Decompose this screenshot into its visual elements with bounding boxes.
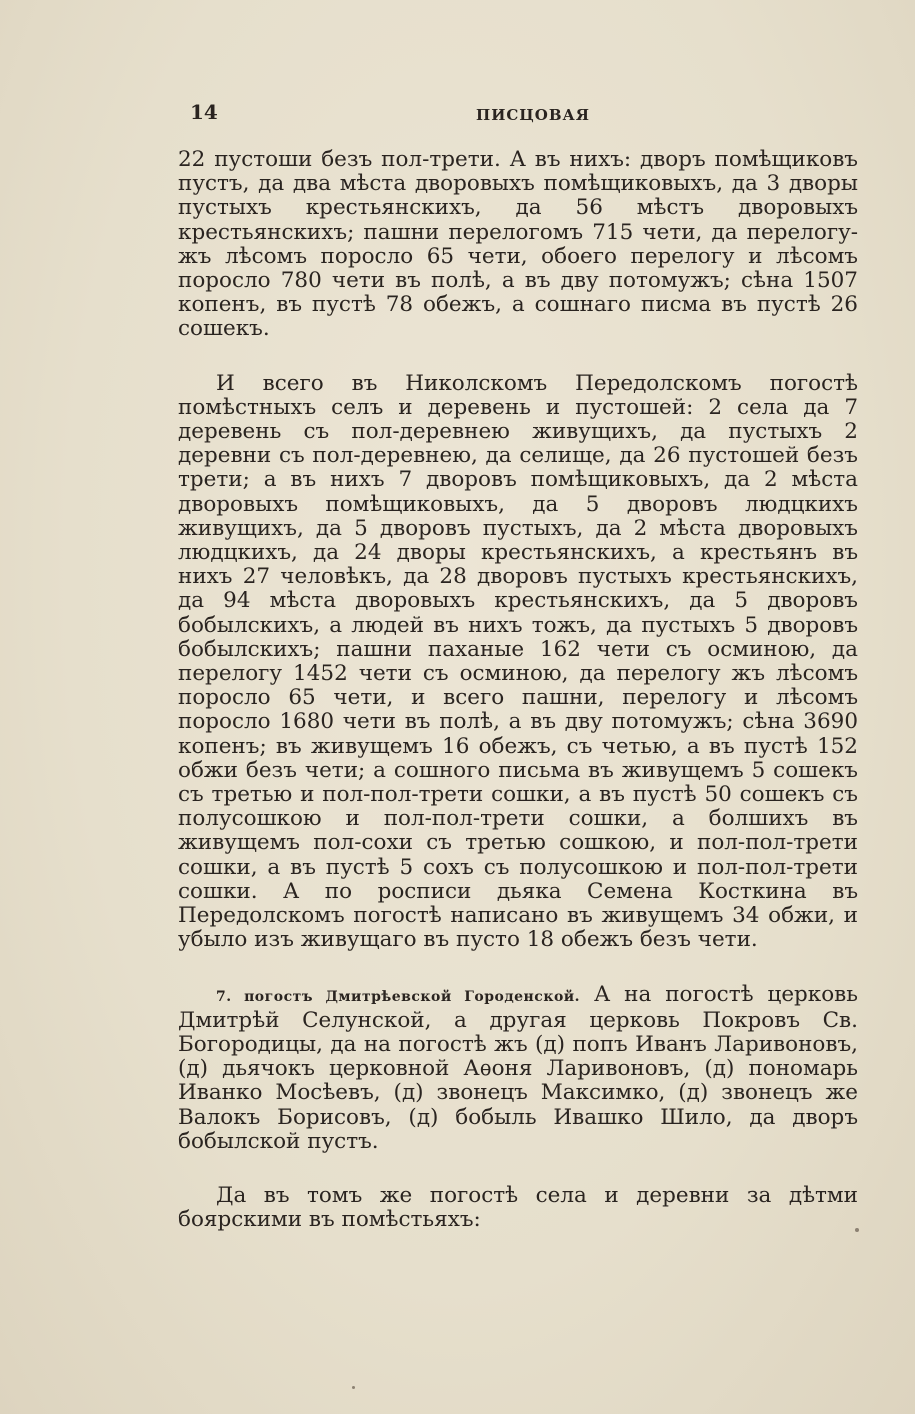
paragraph-continuation: 22 пустоши безъ пол-трети. А въ нихъ: дворъ помѣщиковъ пустъ, да два мѣста дворовыхъ помѣщиковыхъ, да 3 дворы пустыхъ крестьянскихъ, да 56 мѣстъ дворовыхъ крестьянскихъ; пашни перелогомъ 715 чети, да перелогу-жъ лѣсомъ поросло 65 чети, обоего перелогу и лѣсомъ поросло 780 чети въ полѣ, а въ дву потомужъ; сѣна 1507 копенъ, въ пустѣ 78 обежъ, а сошнаго писма въ пустѣ 26 сошекъ. (178, 147, 858, 342)
page-header (190, 100, 600, 130)
paper-speck (855, 1228, 859, 1232)
section-heading: 7. погостъ Дмитрѣевской Городенской. (216, 988, 581, 1005)
paragraph-section-7 (178, 983, 858, 1154)
section-text: А на погостѣ церковь Дмитрѣй Селунской, а другая церковь Покровъ Св. Богородицы, да на погостѣ жъ (д) попъ Иванъ Ларивоновъ, (д) дьячокъ церковной Аѳоня Ларивоновъ, (д) пономарь Иванко Мосѣевъ, (д) звонецъ Максимко, (д) звонецъ же Валокъ Борисовъ, (д) бобыль Ивашко Шило, да дворъ бобылской пустъ. (178, 981, 858, 1154)
paragraph-summary: И всего въ Николскомъ Передолскомъ погостѣ помѣстныхъ селъ и деревень и пустошей: 2 села да 7 деревень съ пол-деревнею живущихъ, да пустыхъ 2 деревни съ пол-деревнею, да селище, да 26 пустошей безъ трети; а въ нихъ 7 дворовъ помѣщиковыхъ, да 2 мѣста дворовыхъ помѣщиковыхъ, да 5 дворовъ людцкихъ живущихъ, да 5 дворовъ пустыхъ, да 2 мѣста дворовыхъ людцкихъ, да 24 дворы крестьянскихъ, а крестьянъ въ нихъ 27 человѣкъ, да 28 дворовъ пустыхъ крестьянскихъ, да 94 мѣста дворовыхъ крестьянскихъ, да 5 дворовъ бобылскихъ, а людей въ нихъ тожъ, да пустыхъ 5 дворовъ бобылскихъ; пашни паханые 162 чети съ осминою, да перелогу 1452 чети съ осминою, да перелогу жъ лѣсомъ поросло 65 чети, и всего пашни, перелогу и лѣсомъ поросло 1680 чети въ полѣ, а въ дву потомужъ; сѣна 3690 копенъ; въ живущемъ 16 обежъ, съ четью, а въ пустѣ 152 обжи безъ чети; а сошного письма въ живущемъ 5 сошекъ съ третью и пол-пол-трети сошки, а въ пустѣ 50 сошекъ съ полусошкою и пол-пол-трети сошки, а болшихъ въ живущемъ пол-сохи съ третью сошкою, и пол-пол-трети сошки, а въ пустѣ 5 сохъ съ полусошкою и пол-пол-трети сошки. А по росписи дьяка Семена Косткина въ Передолскомъ погостѣ написано въ живущемъ 34 обжи, и убыло изъ живущаго въ пусто 18 обежъ безъ чети. (178, 370, 858, 953)
running-title: ПИСЦОВАЯ (476, 106, 590, 124)
page-number: 14 (190, 100, 218, 124)
body-text (178, 148, 858, 1262)
paragraph-closing: Да въ томъ же погостѣ села и деревни за дѣтми боярскими въ помѣстьяхъ: (178, 1182, 858, 1233)
paper-speck (352, 1386, 355, 1389)
